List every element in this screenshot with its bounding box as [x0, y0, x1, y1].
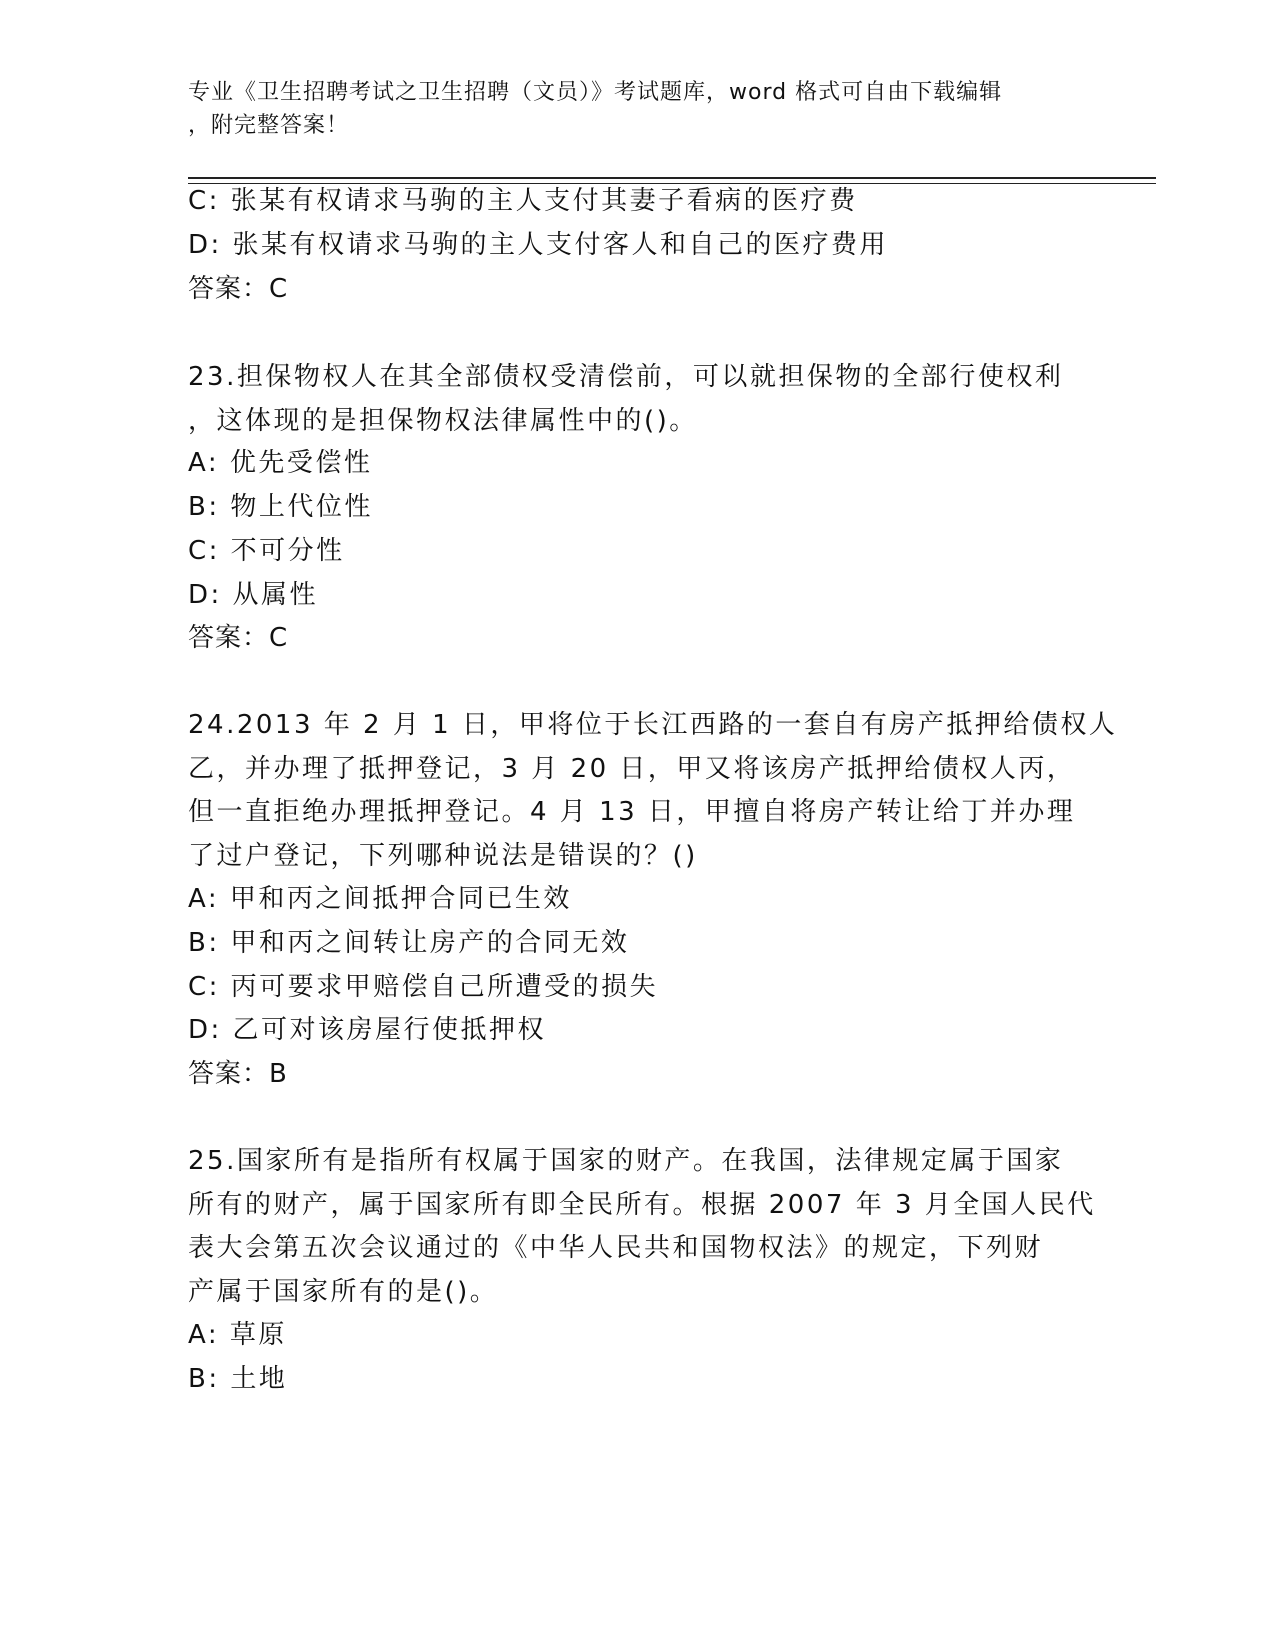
- q23-option-d: D: 从属性: [188, 580, 319, 610]
- page-header: [188, 76, 1088, 142]
- q25-stem-line-2: 所有的财产，属于国家所有即全民所有。根据 2007 年 3 月全国人民代: [188, 1190, 1096, 1220]
- header-rule-thin: [188, 183, 1156, 184]
- header-line-2: ，附完整答案！: [188, 113, 350, 138]
- q24-option-b: B: 甲和丙之间转让房产的合同无效: [188, 928, 630, 958]
- q24-answer: 答案：B: [188, 1059, 288, 1089]
- q22-option-c: C: 张某有权请求马驹的主人支付其妻子看病的医疗费: [188, 186, 858, 216]
- header-rule-thick: [188, 177, 1156, 179]
- q22-answer: 答案：C: [188, 274, 289, 304]
- q24-option-d: D: 乙可对该房屋行使抵押权: [188, 1015, 547, 1045]
- q23-option-b: B: 物上代位性: [188, 492, 373, 522]
- q23-stem-line-1: 23.担保物权人在其全部债权受清偿前，可以就担保物的全部行使权利: [188, 362, 1064, 392]
- q24-option-c: C: 丙可要求甲赔偿自己所遭受的损失: [188, 972, 659, 1002]
- q25-option-b: B: 土地: [188, 1364, 288, 1394]
- q23-option-a: A: 优先受偿性: [188, 448, 373, 478]
- header-line-1: 专业《卫生招聘考试之卫生招聘（文员）》考试题库，word 格式可自由下载编辑: [188, 80, 1003, 105]
- q24-stem-line-2: 乙，并办理了抵押登记，3 月 20 日，甲又将该房产抵押给债权人丙，: [188, 754, 1076, 784]
- q23-stem-line-2: ，这体现的是担保物权法律属性中的()。: [188, 406, 698, 436]
- q23-answer: 答案：C: [188, 623, 289, 653]
- q25-stem-line-3: 表大会第五次会议通过的《中华人民共和国物权法》的规定，下列财: [188, 1233, 1044, 1263]
- q24-stem-line-1: 24.2013 年 2 月 1 日，甲将位于长江西路的一套自有房产抵押给债权人: [188, 710, 1118, 740]
- q25-stem-line-4: 产属于国家所有的是()。: [188, 1277, 499, 1307]
- q24-stem-line-3: 但一直拒绝办理抵押登记。4 月 13 日，甲擅自将房产转让给丁并办理: [188, 797, 1076, 827]
- q25-option-a: A: 草原: [188, 1320, 287, 1350]
- q24-option-a: A: 甲和丙之间抵押合同已生效: [188, 884, 572, 914]
- q22-option-d: D: 张某有权请求马驹的主人支付客人和自己的医疗费用: [188, 230, 889, 260]
- q24-stem-line-4: 了过户登记，下列哪种说法是错误的？(): [188, 841, 698, 871]
- q23-option-c: C: 不可分性: [188, 536, 345, 566]
- q25-stem-line-1: 25.国家所有是指所有权属于国家的财产。在我国，法律规定属于国家: [188, 1146, 1064, 1176]
